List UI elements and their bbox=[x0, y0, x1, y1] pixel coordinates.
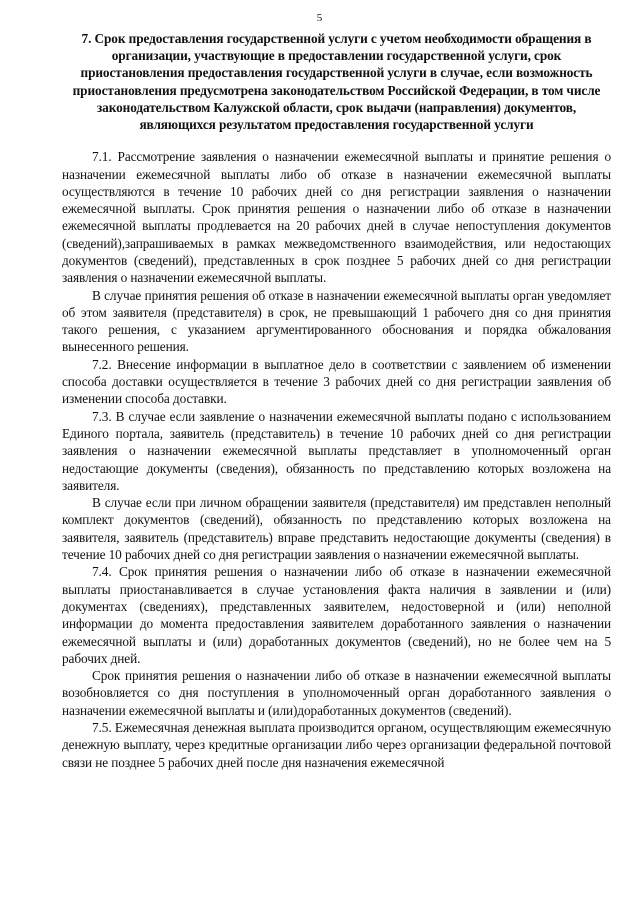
paragraph-refusal-notice: В случае принятия решения об отказе в назначении ежемесячной выплаты орган уведомляет об этом заявителя (представителя) в срок, не превышающий 1 рабочего дня со дня принятия такого решения, с указанием аргументированного обоснования и порядка обжалования вынесенного решения. bbox=[62, 287, 611, 355]
paragraph-7-5: 7.5. Ежемесячная денежная выплата производится органом, осуществляющим ежемесячную денежную выплату, через кредитные организации либо через организации федеральной почтовой связи не позднее 5 рабочих дней после дня назначения ежемесячной bbox=[62, 720, 611, 770]
paragraph-7-1: 7.1. Рассмотрение заявления о назначении ежемесячной выплаты и принятие решения о назначении ежемесячной выплаты либо об отказе в назначении ежемесячной выплаты осуществляются в течение 10 рабочих дней со дня регистрации заявления о назначении ежемесячной выплаты. Срок принятия решения о назначении либо об отказе в назначении ежемесячной выплаты продлевается на 20 рабочих дней в случае непоступления документов (сведений),запрашиваемых в рамках межведомственного взаимодействия, или недостающих документов (сведений), представленных в срок позднее 5 рабочих дней со дня регистрации заявления о назначении ежемесячной выплаты. bbox=[62, 149, 611, 286]
paragraph-incomplete-set: В случае если при личном обращении заявителя (представителя) им представлен неполный комплект документов (сведений), обязанность по представлению которых возложена на заявителя, заявитель (представитель) вправе представить недостающие документы (сведения) в течение 10 рабочих дней со дня регистрации заявления о назначении ежемесячной выплаты. bbox=[62, 495, 611, 563]
document-body bbox=[62, 148, 611, 771]
paragraph-7-2: 7.2. Внесение информации в выплатное дело в соответствии с заявлением об изменении способа доставки осуществляется в течение 3 рабочих дней со дня регистрации заявления об изменении способа доставки. bbox=[62, 356, 611, 407]
paragraph-7-3: 7.3. В случае если заявление о назначении ежемесячной выплаты подано с использованием Единого портала, заявитель (представитель) в течение 10 рабочих дней со дня регистрации заявления о назначении ежемесячной выплаты представляет в уполномоченный орган недостающие документы (сведения), обязанность по представлению которых возложена на заявителя. bbox=[62, 408, 611, 493]
section-heading: 7. Срок предоставления государственной услуги с учетом необходимости обращения в организации, участвующие в предоставлении государственной услуги, срок приостановления предоставления государственной услуги в случае, если возможность приостановления предусмотрена законодательством Российской Федерации, в том числе законодательством Калужской области, срок выдачи (направления) документов, являющихся результатом предоставления государственной услуги bbox=[72, 31, 601, 133]
page-number: 5 bbox=[316, 12, 323, 24]
paragraph-resumption: Срок принятия решения о назначении либо об отказе в назначении ежемесячной выплаты возобновляется со дня поступления в уполномоченный орган доработанного заявления о назначении ежемесячной выплаты и (или)доработанных документов (сведений). bbox=[62, 668, 611, 718]
paragraph-7-4: 7.4. Срок принятия решения о назначении либо об отказе в назначении ежемесячной выплаты приостанавливается в случае установления факта наличия в заявлении и (или) документах (сведениях), представленных заявителем, недостоверной и (или) неполной информации до момента предоставления заявителем доработанного заявления о назначении ежемесячной выплаты и (или) доработанных документов (сведений), но не более чем на 5 рабочих дней. bbox=[62, 564, 611, 666]
